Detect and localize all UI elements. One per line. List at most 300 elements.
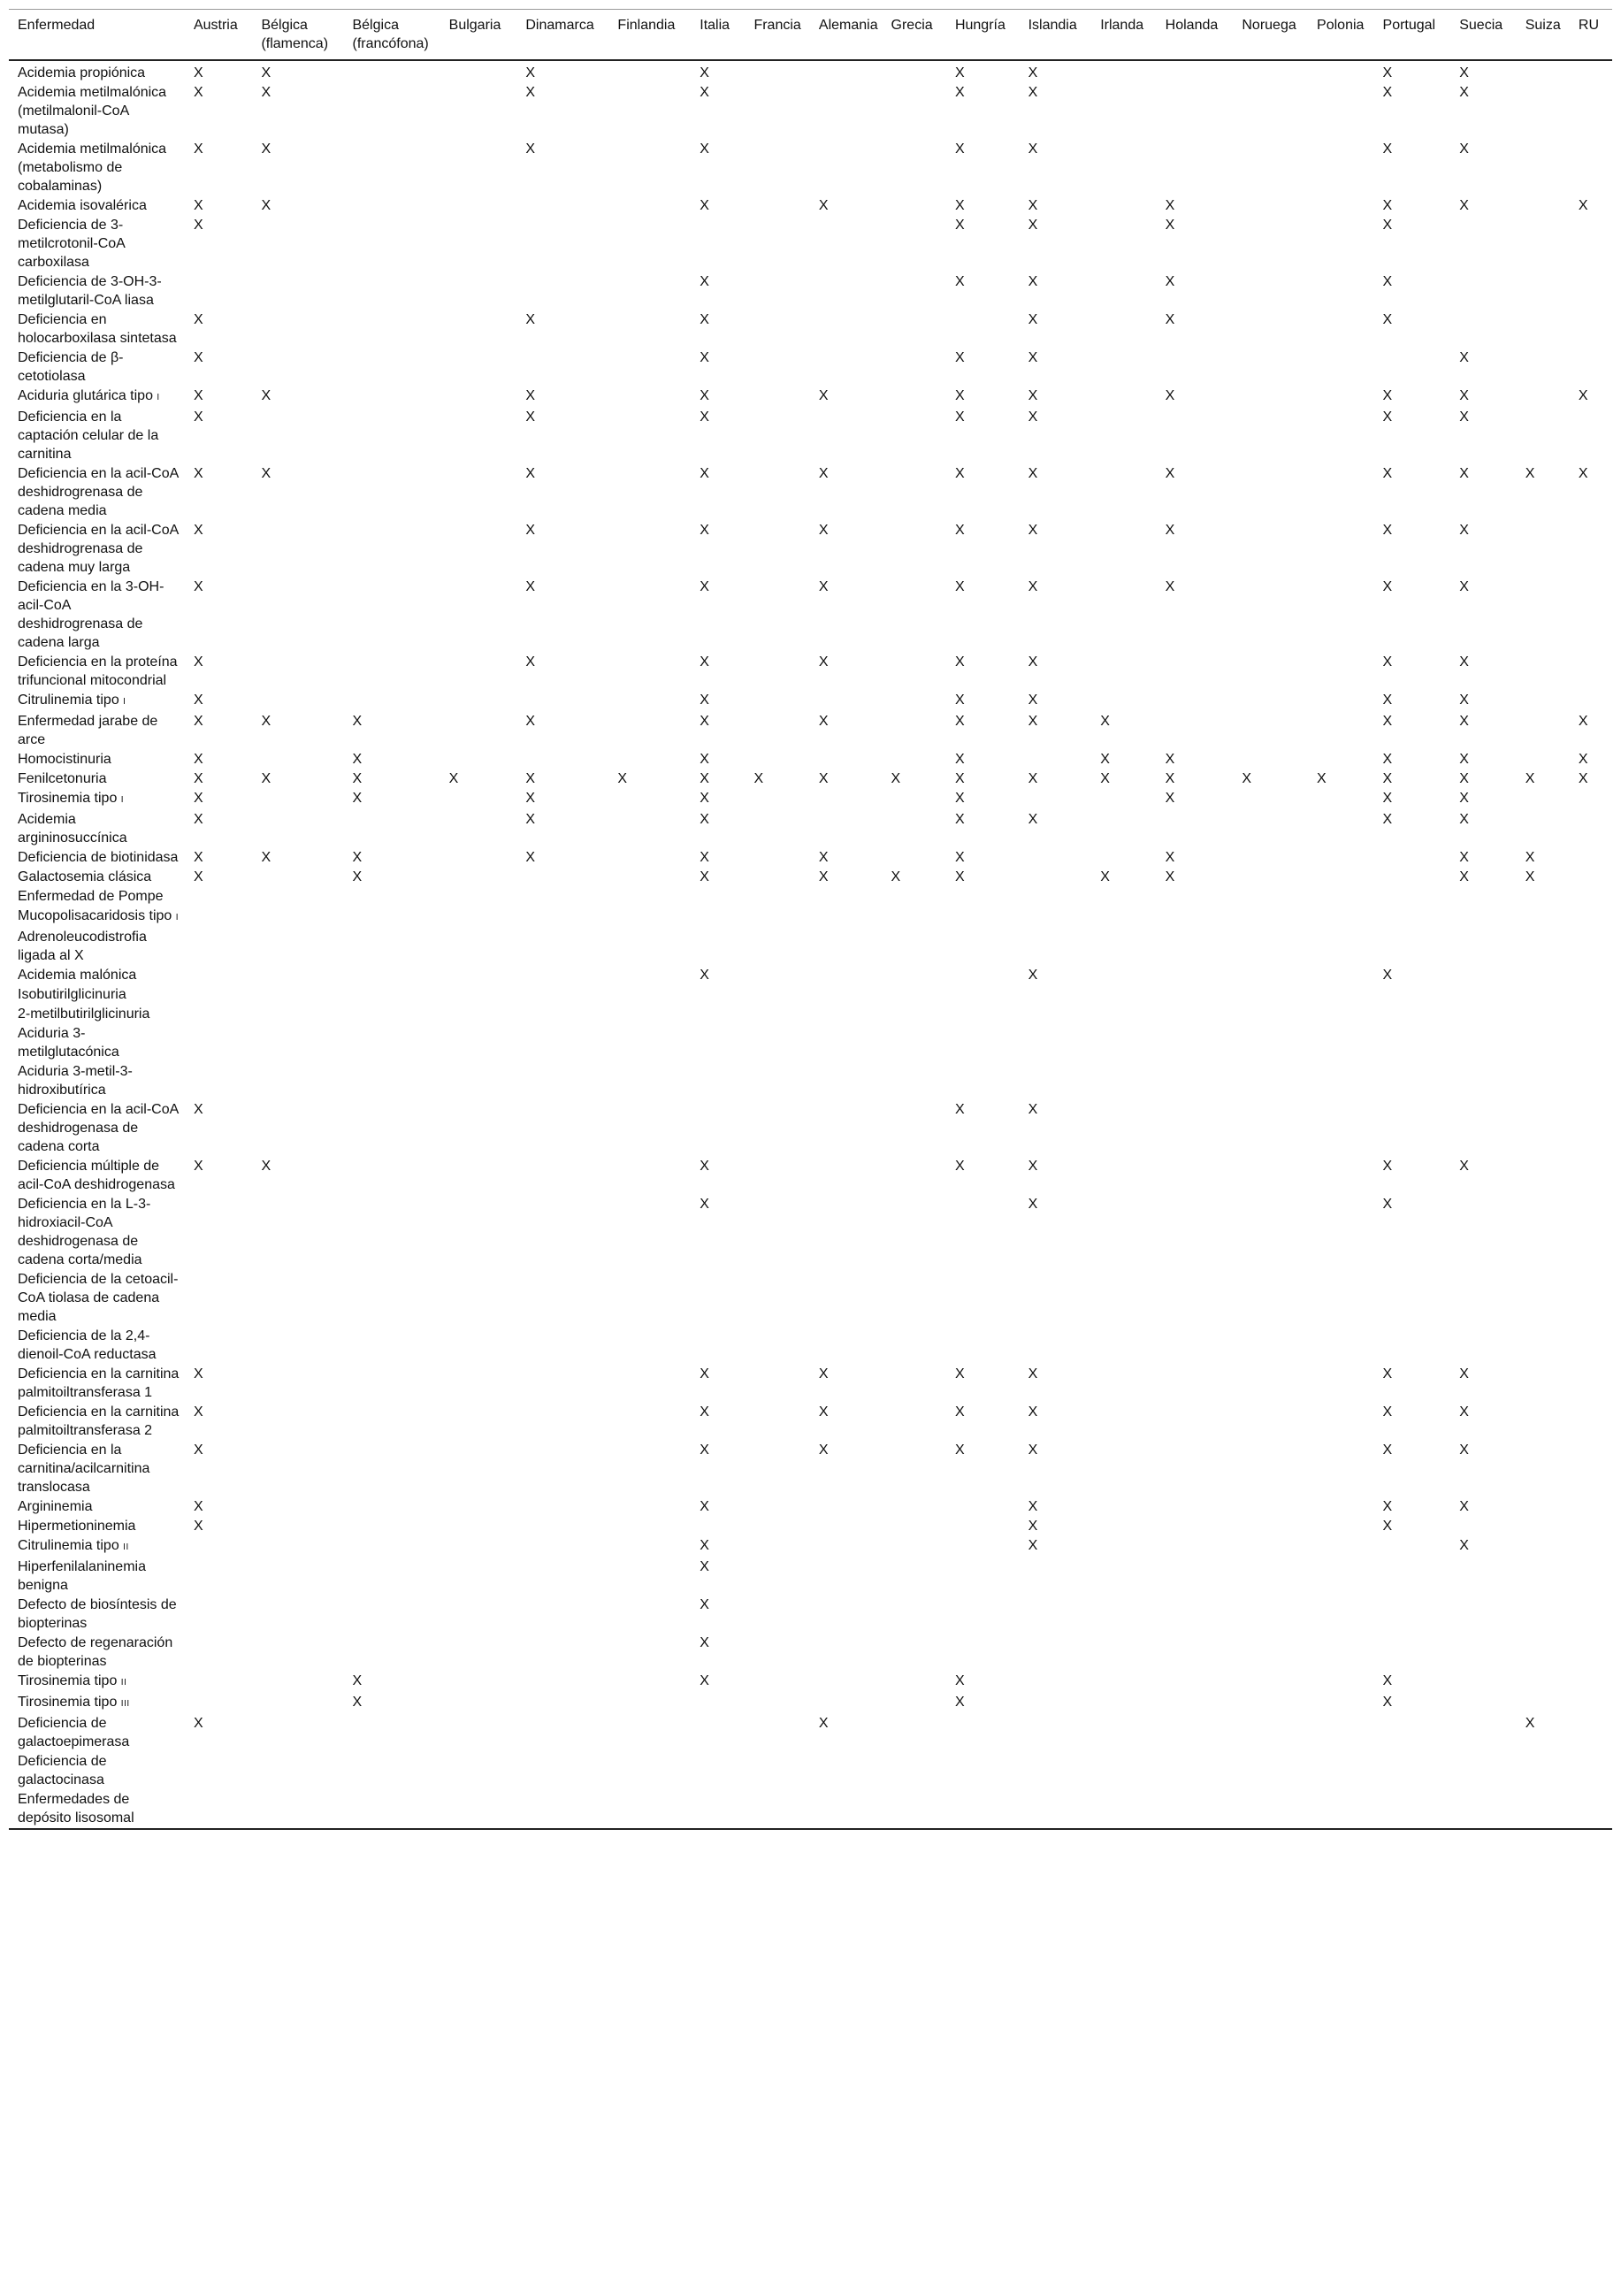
screening-cell: [883, 1536, 946, 1557]
screened-mark: X: [1525, 1716, 1535, 1731]
screening-cell: [440, 83, 517, 140]
screened-mark: X: [193, 523, 203, 538]
screened-mark: X: [1028, 350, 1038, 365]
screened-mark: X: [1459, 142, 1469, 157]
screening-cell: [1308, 1517, 1373, 1536]
screening-cell: [810, 521, 883, 578]
disease-name: Deficiencia en holocarboxilasa sintetasa: [18, 312, 177, 346]
screening-cell: [516, 1596, 608, 1634]
screening-cell: [1157, 1693, 1234, 1714]
screened-mark: X: [818, 1366, 829, 1381]
screening-cell: [883, 1270, 946, 1327]
screening-cell: [1091, 1634, 1156, 1672]
screening-cell: [608, 464, 691, 521]
disease-name: Deficiencia de galactoepimerasa: [18, 1716, 130, 1749]
screening-cell: [1450, 196, 1516, 216]
screening-cell: [185, 928, 253, 966]
screening-cell: [1157, 1596, 1234, 1634]
screening-cell: [185, 1327, 253, 1365]
screening-cell: [252, 1517, 343, 1536]
disease-name-cell: [9, 1157, 185, 1195]
screening-cell: [1570, 140, 1612, 196]
screening-cell: [1450, 1195, 1516, 1270]
table-row: [9, 848, 1612, 868]
screening-cell: [1091, 1024, 1156, 1062]
screened-mark: X: [352, 850, 363, 865]
screening-cell: [1233, 712, 1308, 750]
screened-mark: X: [818, 714, 829, 729]
column-header-country: Hungría: [954, 18, 1005, 33]
screening-cell: [1020, 1693, 1092, 1714]
screening-cell: [1157, 1441, 1234, 1497]
table-row: [9, 216, 1612, 272]
screening-cell: [1091, 521, 1156, 578]
screening-cell: [608, 691, 691, 712]
screened-mark: X: [193, 1366, 203, 1381]
disease-name: Aciduria 3-metil-3-hidroxibutírica: [18, 1064, 133, 1098]
disease-name: Deficiencia en la 3-OH-acil-CoA deshidrogrenasa de cadena larga: [18, 579, 164, 650]
screening-cell: [883, 1005, 946, 1024]
table-row: [9, 1024, 1612, 1062]
disease-type-numeral: II: [123, 1542, 129, 1552]
table-body: [9, 60, 1612, 1829]
screening-cell: [883, 1403, 946, 1441]
screening-cell: [1233, 1517, 1308, 1536]
table-row: [9, 1157, 1612, 1195]
screening-cell: [1374, 216, 1451, 272]
screened-mark: X: [1028, 388, 1038, 403]
screening-cell: [1233, 1327, 1308, 1365]
screening-cell: [516, 60, 608, 83]
screened-mark: X: [525, 714, 536, 729]
screening-cell: [946, 1752, 1020, 1790]
disease-name: 2-metilbutirilglicinuria: [18, 1006, 150, 1022]
screening-cell: [1570, 1062, 1612, 1100]
screening-cell: [1020, 310, 1092, 348]
screening-cell: [883, 1157, 946, 1195]
screening-cell: [185, 408, 253, 464]
disease-name-cell: [9, 83, 185, 140]
screened-mark: X: [700, 1159, 709, 1174]
screening-cell: [185, 1536, 253, 1557]
disease-type-numeral: II: [120, 1678, 127, 1688]
screening-cell: [1570, 386, 1612, 408]
screening-cell: [185, 1557, 253, 1596]
screening-cell: [1233, 464, 1308, 521]
screened-mark: X: [1382, 312, 1393, 327]
screened-mark: X: [700, 579, 709, 594]
disease-name: Isobutirilglicinuria: [18, 987, 126, 1002]
disease-name: Enfermedad de Pompe: [18, 889, 164, 904]
screening-cell: [946, 1441, 1020, 1497]
screening-cell: [691, 907, 745, 928]
screened-mark: X: [193, 693, 203, 708]
screening-cell: [810, 769, 883, 789]
screening-cell: [343, 1327, 440, 1365]
screened-mark: X: [954, 1673, 965, 1688]
screening-cell: [252, 1100, 343, 1157]
screening-cell: [1233, 1790, 1308, 1829]
disease-name-cell: [9, 60, 185, 83]
screened-mark: X: [1459, 791, 1469, 806]
screening-cell: [185, 985, 253, 1005]
screened-mark: X: [1459, 85, 1469, 100]
screening-cell: [946, 310, 1020, 348]
disease-name: Tirosinemia tipo: [18, 1695, 118, 1710]
screened-mark: X: [954, 85, 965, 100]
table-row: [9, 769, 1612, 789]
screening-cell: [1308, 464, 1373, 521]
table-row: [9, 1672, 1612, 1693]
screening-cell: [1020, 521, 1092, 578]
screening-cell: [1517, 1005, 1570, 1024]
screening-cell: [1570, 1557, 1612, 1596]
screening-cell: [1157, 712, 1234, 750]
screening-cell: [883, 60, 946, 83]
disease-name: Deficiencia de la 2,4-dienoil-CoA reductasa: [18, 1328, 157, 1362]
screening-cell: [1233, 887, 1308, 907]
disease-name-cell: [9, 1497, 185, 1517]
column-header-country: Suecia: [1459, 18, 1503, 33]
screening-cell: [810, 907, 883, 928]
screened-mark: X: [1028, 654, 1038, 670]
screened-mark: X: [700, 812, 709, 827]
screening-cell: [1020, 653, 1092, 691]
screening-cell: [810, 1270, 883, 1327]
screening-cell: [1157, 868, 1234, 887]
screening-cell: [252, 1195, 343, 1270]
screened-mark: X: [753, 771, 764, 786]
screening-cell: [810, 1100, 883, 1157]
disease-name: Citrulinemia tipo: [18, 1538, 119, 1553]
screened-mark: X: [1578, 466, 1588, 481]
disease-name: Deficiencia de 3-metilcrotonil-CoA carboxilasa: [18, 218, 125, 270]
screened-mark: X: [1382, 714, 1393, 729]
screened-mark: X: [818, 1404, 829, 1420]
screened-mark: X: [1382, 198, 1393, 213]
screening-cell: [691, 769, 745, 789]
screened-mark: X: [818, 579, 829, 594]
screening-cell: [608, 310, 691, 348]
screening-cell: [691, 1714, 745, 1752]
screening-cell: [745, 1195, 809, 1270]
screening-cell: [691, 1365, 745, 1403]
screened-mark: X: [352, 1673, 363, 1688]
screening-cell: [343, 1005, 440, 1024]
screening-cell: [1020, 1024, 1092, 1062]
disease-name-cell: [9, 868, 185, 887]
screening-cell: [608, 1270, 691, 1327]
disease-name-cell: [9, 1596, 185, 1634]
screening-cell: [440, 1195, 517, 1270]
screened-mark: X: [1382, 523, 1393, 538]
screened-mark: X: [1459, 850, 1469, 865]
screening-cell: [1517, 907, 1570, 928]
disease-name-cell: [9, 386, 185, 408]
screening-cell: [883, 907, 946, 928]
screening-cell: [1450, 272, 1516, 310]
screening-cell: [185, 868, 253, 887]
screened-mark: X: [1459, 693, 1469, 708]
disease-name-cell: [9, 1365, 185, 1403]
table-row: [9, 985, 1612, 1005]
screening-cell: [810, 810, 883, 848]
screening-cell: [1570, 712, 1612, 750]
screening-cell: [185, 653, 253, 691]
screening-cell: [1308, 1536, 1373, 1557]
screening-cell: [1374, 1557, 1451, 1596]
screening-cell: [745, 1005, 809, 1024]
screening-cell: [608, 216, 691, 272]
screening-cell: [1374, 810, 1451, 848]
screening-cell: [810, 464, 883, 521]
screening-cell: [185, 1634, 253, 1672]
screening-cell: [1157, 348, 1234, 386]
screened-mark: X: [1459, 198, 1469, 213]
screening-cell: [1450, 1634, 1516, 1672]
screening-cell: [1570, 521, 1612, 578]
screening-cell: [252, 272, 343, 310]
screening-cell: [1233, 868, 1308, 887]
screening-cell: [1308, 966, 1373, 985]
disease-name-cell: [9, 1441, 185, 1497]
screening-cell: [1308, 386, 1373, 408]
screening-cell: [810, 653, 883, 691]
screening-cell: [745, 1693, 809, 1714]
screening-cell: [745, 1365, 809, 1403]
screening-cell: [946, 907, 1020, 928]
screening-cell: [745, 1327, 809, 1365]
screening-cell: [1157, 985, 1234, 1005]
screening-cell: [810, 140, 883, 196]
screening-cell: [1374, 691, 1451, 712]
screened-mark: X: [1382, 791, 1393, 806]
screening-cell: [1517, 928, 1570, 966]
screened-mark: X: [1028, 142, 1038, 157]
screening-cell: [343, 789, 440, 810]
screening-cell: [745, 1557, 809, 1596]
screening-cell: [1517, 1517, 1570, 1536]
screening-cell: [691, 1634, 745, 1672]
screened-mark: X: [1459, 579, 1469, 594]
table-row: [9, 1714, 1612, 1752]
screening-cell: [1157, 810, 1234, 848]
screening-cell: [946, 691, 1020, 712]
screening-cell: [810, 196, 883, 216]
screening-cell: [1308, 1024, 1373, 1062]
screening-cell: [1157, 140, 1234, 196]
screening-cell: [1450, 521, 1516, 578]
screened-mark: X: [261, 714, 271, 729]
screening-cell: [1157, 887, 1234, 907]
screened-mark: X: [700, 65, 709, 80]
screening-cell: [343, 966, 440, 985]
screened-mark: X: [1382, 812, 1393, 827]
screening-cell: [1091, 1672, 1156, 1693]
screening-cell: [608, 887, 691, 907]
screened-mark: X: [700, 523, 709, 538]
screened-mark: X: [193, 869, 203, 884]
screening-cell: [252, 928, 343, 966]
screening-cell: [1517, 408, 1570, 464]
screening-cell: [1374, 887, 1451, 907]
screening-cell: [185, 1497, 253, 1517]
screened-mark: X: [954, 812, 965, 827]
screening-cell: [1517, 1752, 1570, 1790]
screening-cell: [1517, 1536, 1570, 1557]
screening-cell: [608, 578, 691, 653]
screening-cell: [1157, 1536, 1234, 1557]
screening-cell: [440, 868, 517, 887]
screening-cell: [252, 83, 343, 140]
screened-mark: X: [193, 1716, 203, 1731]
screening-cell: [810, 1365, 883, 1403]
screening-cell: [608, 1693, 691, 1714]
screened-mark: X: [954, 1366, 965, 1381]
screened-mark: X: [1382, 65, 1393, 80]
screening-cell: [516, 1024, 608, 1062]
disease-name: Acidemia malónica: [18, 968, 137, 983]
screening-cell: [946, 1790, 1020, 1829]
screened-mark: X: [261, 85, 271, 100]
screening-cell: [252, 1005, 343, 1024]
screened-mark: X: [261, 466, 271, 481]
screening-cell: [343, 140, 440, 196]
screening-cell: [1450, 789, 1516, 810]
screened-mark: X: [1459, 812, 1469, 827]
screening-cell: [1157, 907, 1234, 928]
screening-cell: [343, 810, 440, 848]
screening-cell: [946, 1195, 1020, 1270]
screening-cell: [252, 310, 343, 348]
screened-mark: X: [1525, 850, 1535, 865]
screening-cell: [1020, 1270, 1092, 1327]
screening-cell: [440, 712, 517, 750]
disease-name: Enfermedad jarabe de arce: [18, 714, 158, 747]
screening-cell: [1374, 1752, 1451, 1790]
screening-cell: [343, 1497, 440, 1517]
screening-cell: [1517, 750, 1570, 769]
screened-mark: X: [193, 1404, 203, 1420]
screening-table-container: [9, 9, 1612, 1830]
screened-mark: X: [261, 771, 271, 786]
screening-cell: [440, 1536, 517, 1557]
screening-cell: [1091, 1752, 1156, 1790]
screened-mark: X: [700, 312, 709, 327]
screening-cell: [946, 1596, 1020, 1634]
disease-name-cell: [9, 750, 185, 769]
column-header-country: Polonia: [1317, 18, 1365, 33]
screening-cell: [185, 216, 253, 272]
screening-cell: [1450, 1005, 1516, 1024]
column-header-country: Islandia: [1028, 18, 1077, 33]
screened-mark: X: [954, 65, 965, 80]
screened-mark: X: [954, 869, 965, 884]
screened-mark: X: [448, 771, 459, 786]
screening-cell: [691, 966, 745, 985]
screened-mark: X: [818, 388, 829, 403]
screening-cell: [1308, 83, 1373, 140]
disease-name: Deficiencia en la carnitina palmitoiltransferasa 2: [18, 1404, 180, 1438]
screening-cell: [1091, 810, 1156, 848]
screening-cell: [1233, 408, 1308, 464]
screening-cell: [745, 83, 809, 140]
screening-cell: [883, 1672, 946, 1693]
column-header-country: Suiza: [1525, 18, 1561, 33]
screening-cell: [608, 1024, 691, 1062]
table-row: [9, 578, 1612, 653]
screening-cell: [516, 1327, 608, 1365]
screened-mark: X: [193, 1499, 203, 1514]
screening-cell: [883, 1693, 946, 1714]
screening-cell: [691, 1672, 745, 1693]
screening-cell: [608, 907, 691, 928]
table-row: [9, 1195, 1612, 1270]
screening-cell: [1308, 1195, 1373, 1270]
disease-type-numeral: I: [123, 697, 126, 707]
screened-mark: X: [1165, 312, 1175, 327]
screening-cell: [691, 1790, 745, 1829]
screened-mark: X: [1382, 579, 1393, 594]
screening-cell: [1517, 1790, 1570, 1829]
screened-mark: X: [1028, 1404, 1038, 1420]
disease-name-cell: [9, 216, 185, 272]
screening-cell: [1570, 1195, 1612, 1270]
screening-cell: [1308, 1752, 1373, 1790]
screening-cell: [343, 1634, 440, 1672]
screened-mark: X: [700, 1538, 709, 1553]
screening-cell: [252, 386, 343, 408]
screened-mark: X: [1382, 693, 1393, 708]
screening-cell: [252, 1024, 343, 1062]
screening-cell: [1157, 1634, 1234, 1672]
screening-cell: [185, 464, 253, 521]
screening-cell: [946, 653, 1020, 691]
screening-cell: [946, 848, 1020, 868]
screening-cell: [1517, 1672, 1570, 1693]
screened-mark: X: [1459, 752, 1469, 767]
screening-cell: [1157, 1327, 1234, 1365]
screening-cell: [343, 1195, 440, 1270]
screening-cell: [608, 140, 691, 196]
screened-mark: X: [700, 1404, 709, 1420]
screened-mark: X: [1317, 771, 1327, 786]
screening-cell: [1374, 1693, 1451, 1714]
screening-cell: [1374, 1517, 1451, 1536]
screened-mark: X: [1382, 409, 1393, 425]
screening-cell: [883, 1714, 946, 1752]
screening-cell: [1308, 578, 1373, 653]
screened-mark: X: [193, 65, 203, 80]
screening-cell: [946, 578, 1020, 653]
screening-cell: [1091, 1497, 1156, 1517]
screened-mark: X: [954, 350, 965, 365]
screened-mark: X: [193, 1102, 203, 1117]
screening-cell: [608, 712, 691, 750]
screening-cell: [1308, 1672, 1373, 1693]
disease-name-cell: [9, 887, 185, 907]
screened-mark: X: [1459, 65, 1469, 80]
disease-name: Deficiencia de galactocinasa: [18, 1754, 107, 1787]
screening-cell: [252, 887, 343, 907]
screened-mark: X: [1028, 1102, 1038, 1117]
screening-cell: [1374, 521, 1451, 578]
screening-cell: [946, 887, 1020, 907]
column-header-country: Bulgaria: [448, 18, 501, 33]
screening-cell: [883, 985, 946, 1005]
screening-cell: [343, 848, 440, 868]
screening-cell: [516, 1752, 608, 1790]
